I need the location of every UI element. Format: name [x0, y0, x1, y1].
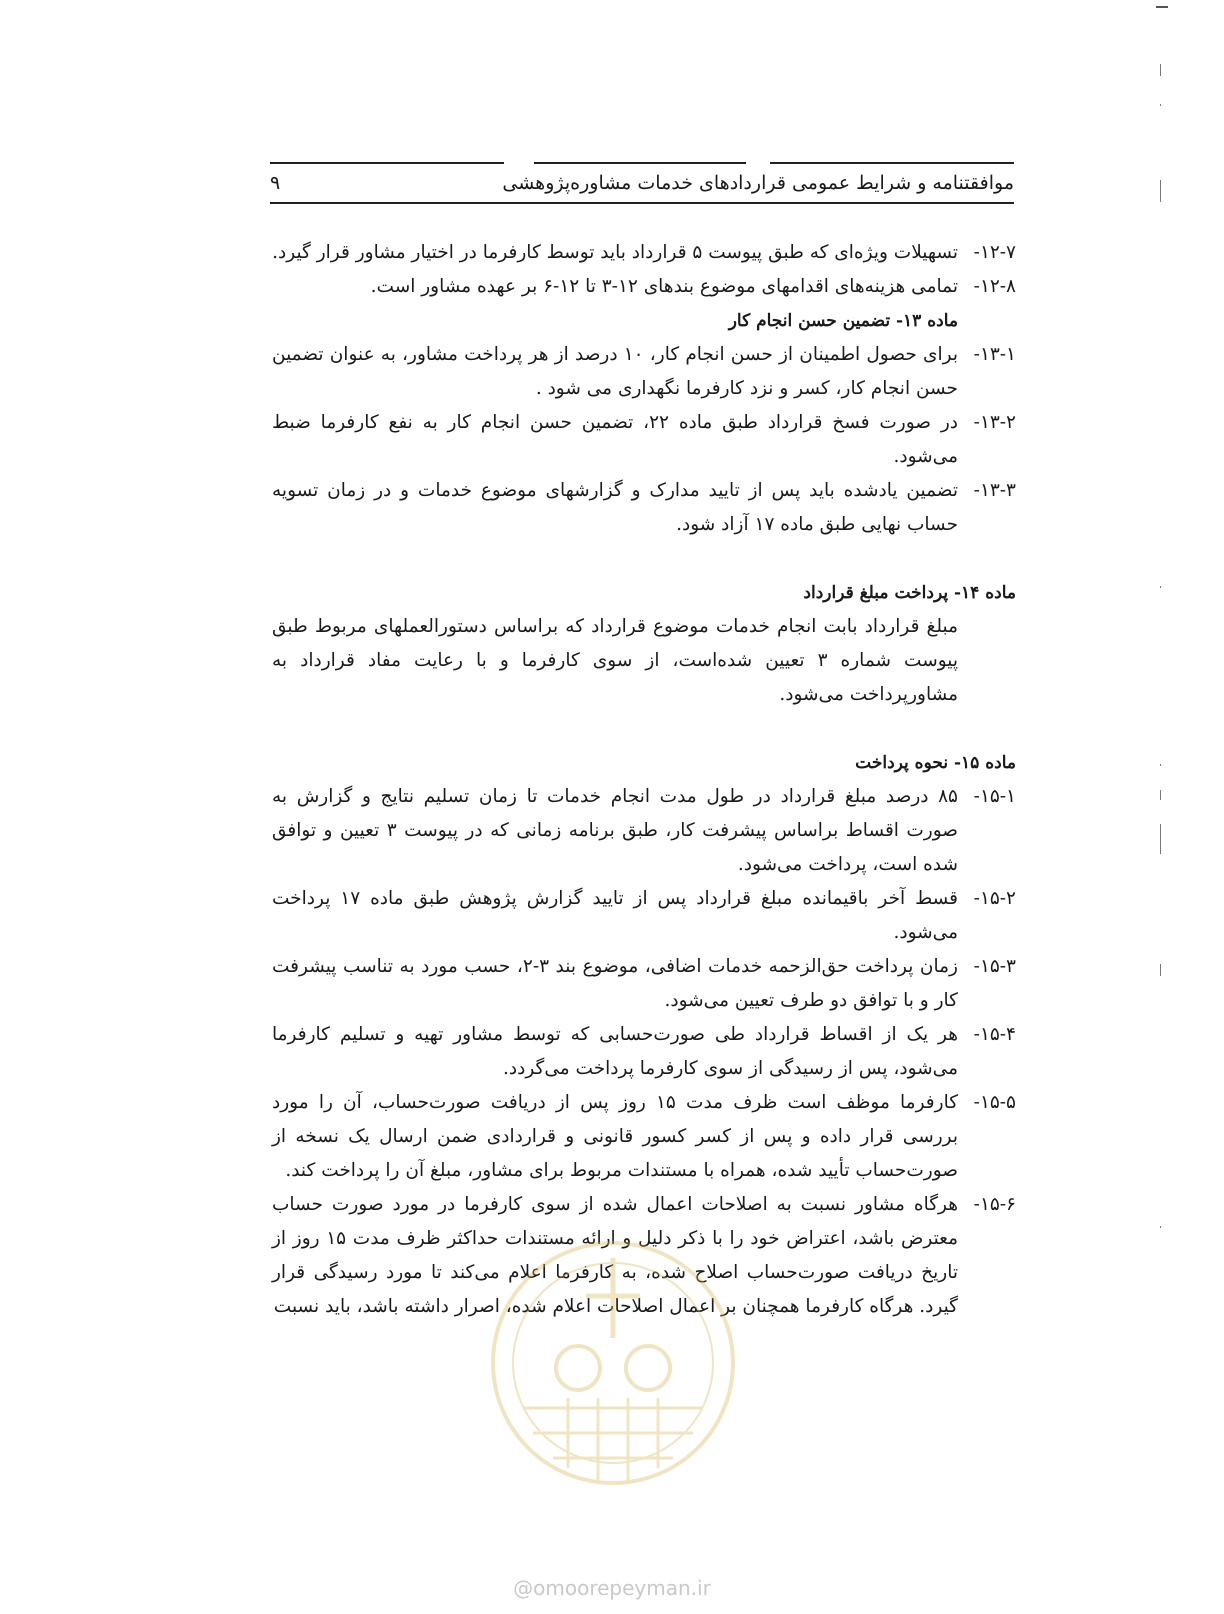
clause-number: ۱۵-۱-	[973, 786, 1016, 807]
clause-number: ۱۵-۵-	[973, 1092, 1016, 1113]
clause-13-1	[272, 338, 1016, 406]
clause-12-8	[272, 270, 1016, 304]
page-number: ۹	[270, 172, 281, 194]
running-header	[270, 172, 1014, 202]
clause-text: تضمین یادشده باید پس از تایید مدارک و گزارشهای موضوع خدمات و در زمان تسویه حساب نهایی طبق ماده ۱۷ آزاد شود.	[272, 480, 958, 535]
clause-number: ۱۳-۲-	[973, 412, 1016, 433]
clause-number: ۱۵-۴-	[973, 1024, 1016, 1045]
article-14-text: مبلغ قرارداد بابت انجام خدمات موضوع قرارداد که براساس دستورالعملهای مربوط طبق پیوست شماره ۳ تعیین شده‌است، از سوی کارفرما و با رعایت مفاد قرارداد به مشاورپرداخت می‌شود.	[272, 616, 958, 705]
watermark-seal-icon	[468, 1218, 758, 1508]
clause-text: زمان پرداخت حق‌الزحمه خدمات اضافی، موضوع بند ۳-۲، حسب مورد به تناسب پیشرفت کار و با توافق دو طرف تعیین می‌شود.	[272, 956, 958, 1011]
document-body	[272, 236, 1016, 1324]
clause-text: هر یک از اقساط قرارداد طی صورت‌حسابی که توسط مشاور تهیه و تسلیم کارفرما می‌شود، پس از رسیدگی از سوی کارفرما پرداخت می‌گردد.	[272, 1024, 958, 1079]
clause-15-4	[272, 1018, 1016, 1086]
clause-text: هرگاه مشاور نسبت به اصلاحات اعمال شده از سوی کارفرما در مورد صورت حساب معترض باشد، اعتراض خود را با ذکر دلیل و ارائه مستندات حداکثر ظرف مدت ۱۵ روز از تاریخ دریافت صورت‌حساب اصلاح شده، به کارفرما اعلام می‌کند تا مورد رسیدگی قرار گیرد. هرگاه کارفرما همچنان بر اعمال اصلاحات اعلام شده، اصرار داشته باشد، باید نسبت	[272, 1194, 958, 1317]
clause-15-5	[272, 1086, 1016, 1188]
clause-15-1	[272, 780, 1016, 882]
clause-12-7	[272, 236, 1016, 270]
clause-number: ۱۵-۲-	[973, 888, 1016, 909]
clause-number: ۱۵-۳-	[973, 956, 1016, 977]
clause-13-3	[272, 474, 1016, 542]
clause-number: ۱۲-۷-	[973, 242, 1016, 263]
article-14-heading: ماده ۱۴- پرداخت مبلغ قرارداد	[803, 583, 1016, 603]
scan-edge-marks	[1156, 0, 1166, 1614]
clause-number: ۱۳-۳-	[973, 480, 1016, 501]
clause-text: برای حصول اطمینان از حسن انجام کار، ۱۰ درصد از هر پرداخت مشاور، به عنوان تضمین حسن انجام کار، کسر و نزد کارفرما نگهداری می شود .	[272, 344, 958, 399]
clause-text: تمامی هزینه‌های اقدامهای موضوع بندهای ۱۲-۳ تا ۱۲-۶ بر عهده مشاور است.	[370, 276, 958, 297]
clause-text: تسهیلات ویژه‌ای که طبق پیوست ۵ قرارداد باید توسط کارفرما در اختیار مشاور قرار گیرد.	[272, 242, 958, 263]
clause-13-2	[272, 406, 1016, 474]
header-title: موافقتنامه و شرایط عمومی قراردادهای خدمات مشاوره‌پژوهشی	[502, 172, 1014, 194]
watermark-site: @omoorepeyman.ir	[513, 1576, 711, 1600]
clause-15-2	[272, 882, 1016, 950]
article-15-heading: ماده ۱۵- نحوه پرداخت	[855, 753, 1016, 773]
clause-number: ۱۲-۸-	[973, 276, 1016, 297]
clause-text: قسط آخر باقیمانده مبلغ قرارداد پس از تایید گزارش پژوهش طبق ماده ۱۷ پرداخت می‌شود.	[272, 888, 958, 943]
clause-15-3	[272, 950, 1016, 1018]
article-13-heading: ماده ۱۳- تضمین حسن انجام کار	[728, 311, 958, 331]
clause-number: ۱۳-۱-	[973, 344, 1016, 365]
header-rule	[270, 202, 1014, 204]
header-top-rules	[270, 162, 1014, 168]
clause-text: کارفرما موظف است ظرف مدت ۱۵ روز پس از دریافت صورت‌حساب، آن را مورد بررسی قرار داده و پس از کسر کسور قانونی و قراردادی ضمن ارسال یک نسخه از صورت‌حساب تأیید شده، همراه با مستندات مربوط برای مشاور، مبلغ آن را پرداخت کند.	[272, 1092, 959, 1181]
clause-number: ۱۵-۶-	[973, 1194, 1016, 1215]
clause-text: ۸۵ درصد مبلغ قرارداد در طول مدت انجام خدمات تا زمان تسلیم نتایج و گزارش به صورت اقساط براساس پیشرفت کار، طبق برنامه زمانی که در پیوست ۳ تعیین و توافق شده است، پرداخت می‌شود.	[272, 786, 958, 875]
clause-text: در صورت فسخ قرارداد طبق ماده ۲۲، تضمین حسن انجام کار به نفع کارفرما ضبط می‌شود.	[272, 412, 958, 467]
at-icon: @	[513, 1576, 534, 1600]
